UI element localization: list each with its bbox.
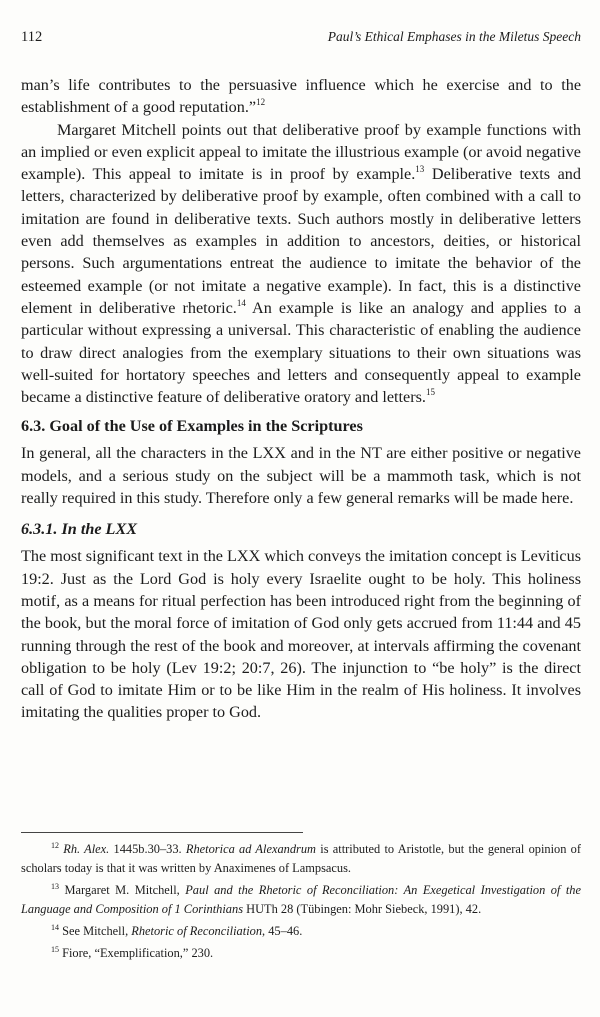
footnote-divider	[21, 832, 303, 833]
footnote-ref-13[interactable]: 13	[415, 164, 425, 175]
page-header	[21, 29, 581, 46]
section-heading-6-3-1: 6.3.1. In the LXX	[21, 520, 138, 539]
footnote-14: $^{14}$ See Mitchell, Rhetoric of Reconciliation, 45–46.	[51, 923, 303, 938]
main-text	[21, 74, 581, 724]
footnote-ref-14[interactable]: 14	[236, 297, 246, 308]
paragraph-general: In general, all the characters in the LXX and in the NT are either positive or negative models, and a serious study on the subject will be a mammoth task, which is not really required in this study. Therefore only a few general remarks will be made here.	[21, 444, 581, 508]
footnote-ref-12[interactable]: 12	[256, 97, 266, 108]
footnotes	[21, 840, 581, 966]
paragraph-mitchell: Margaret Mitchell points out that deliberative proof by example functions with an implied or even explicit appeal to imitate the illustrious example (or avoid negative example). This appeal to imitate is in proof by example.$^{13}$ Deliberative texts and letters, characterized by deliberative proof by example, often combined with a call to imitation are found in deliberative texts. Such authors mostly in deliberative letters even add themselves as examples in addition to ancestors, deities, or historical persons. Such argumentations entreat the audience to imitate the behavior of the esteemed example (or not imitate a negative example). In fact, this is a distinctive element in deliberative rhetoric.$^{14}$ An example is like an analogy and applies to a particular without expressing a universal. This characteristic of enabling the audience to draw direct analogies from the exemplary situations to their own situations was well-suited for hortatory speeches and letters and consequently appeal to example became a distinctive feature of deliberative oratory and letters.$^{15}$	[21, 120, 581, 407]
paragraph-lxx: The most significant text in the LXX which conveys the imitation concept is Leviticus 19:2. Just as the Lord God is holy every Israelite ought to be holy. This holiness motif, as a means for ritual perfection has been introduced right from the beginning of the book, but the moral force of imitation of God only gets accrued from 11:44 and 45 running through the rest of the book and moreover, at intervals affirming the covenant obligation to be holy (Lev 19:2; 20:7, 26). The injunction to “be holy” is the direct call of God to imitate Him or to be like Him in the realm of His holiness. It involves imitating the qualities proper to God.	[21, 547, 581, 722]
footnote-ref-15[interactable]: 15	[425, 387, 435, 398]
footnote-15: $^{15}$ Fiore, “Exemplification,” 230.	[51, 945, 214, 960]
section-heading-6-3: 6.3. Goal of the Use of Examples in the Scriptures	[21, 417, 363, 436]
footnote-13: $^{13}$ Margaret M. Mitchell, Paul and the Rhetoric of Reconciliation: An Exegetical Investigation of the Language and Composition of 1 Corinthians HUTh 28 (Tübingen: Mohr Siebeck, 1991), 42.	[21, 882, 581, 916]
running-title: Paul’s Ethical Emphases in the Miletus Speech	[327, 29, 581, 44]
page-number: 112	[21, 29, 43, 45]
footnote-12: $^{12}$ Rh. Alex. 1445b.30–33. Rhetorica ad Alexandrum is attributed to Aristotle, but the general opinion of scholars today is that it was written by Anaximenes of Lampsacus.	[21, 841, 581, 875]
paragraph-continuation: man’s life contributes to the persuasive influence which he exercise and to the establishment of a good reputation.”$^{12}$	[21, 76, 581, 117]
